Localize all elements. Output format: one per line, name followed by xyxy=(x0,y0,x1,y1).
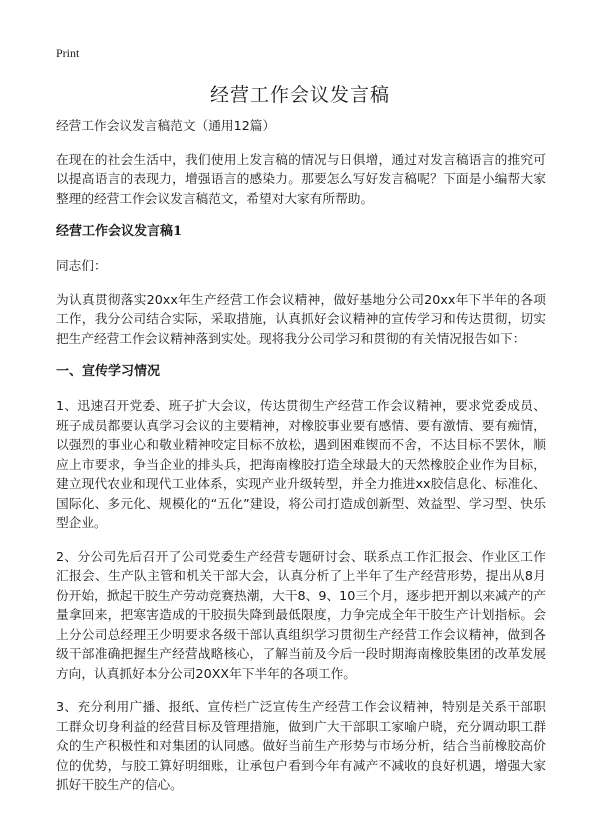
opening-paragraph: 为认真贯彻落实20xx年生产经营工作会议精神，做好基地分公司20xx年下半年的各项工作，我分公司结合实际，采取措施，认真抓好会议精神的宣传学习和传达贯彻，切实把生产经营工作会议精神落到实处。现将我分公司学习和贯彻的有关情况报告如下： xyxy=(56,291,546,346)
document-subtitle: 经营工作会议发言稿范文（通用12篇） xyxy=(56,118,276,133)
list-item: 3、充分利用广播、报纸、宣传栏广泛宣传生产经营工作会议精神，特别是关系干部职工群众切身利益的经营目标及管理措施，做到广大干部职工家喻户晓，充分调动职工群众的生产积极性和对集团的认同感。做好当前生产形势与市场分析，结合当前橡胶高价位的优势，与胶工算好明细账，让承包户看到今年有减产不减收的良好机遇，增强大家抓好干胶生产的信心。 xyxy=(56,699,546,792)
part-heading: 一、宣传学习情况 xyxy=(56,364,161,379)
section-heading: 经营工作会议发言稿1 xyxy=(56,224,183,239)
list-item: 1、迅速召开党委、班子扩大会议，传达贯彻生产经营工作会议精神，要求党委成员、班子成员都要认真学习会议的主要精神，对橡胶事业要有感情、要有激情、要有痴情，以强烈的事业心和敬业精神咬定目标不放松，遇到困难锲而不舍，不达目标不罢休，顺应上市要求，争当企业的排头兵，把海南橡胶打造全球最大的天然橡胶企业作为目标，建立现代农业和现代工业体系，实现产业升级转型，并全力推进xx胶信息化、标准化、国际化、多元化、规模化的“五化”建设，将公司打造成创新型、效益型、学习型、快乐型企业。 xyxy=(56,398,546,530)
list-item: 2、分公司先后召开了公司党委生产经营专题研讨会、联系点工作汇报会、作业区工作汇报会、生产队主管和机关干部大会，认真分析了上半年了生产经营形势，提出从8月份开始，掀起干胶生产劳动竞赛热潮，大干8、9、10三个月，逐步把开割以来减产的产量拿回来，把寒害造成的干胶损失降到最低限度，力争完成全年干胶生产计划指标。会上分公司总经理王少明要求各级干部认真组织学习贯彻生产经营工作会议精神，做到各级干部准确把握生产经营战略核心，了解当前及今后一段时期海南橡胶集团的改革发展方向，认真抓好本分公司20XX年下半年的各项工作。 xyxy=(56,548,546,681)
page-title: 经营工作会议发言稿 xyxy=(209,84,390,106)
intro-paragraph: 在现在的社会生活中，我们使用上发言稿的情况与日俱增，通过对发言稿语言的推究可以提高语言的表现力，增强语言的感染力。那要怎么写好发言稿呢？下面是小编帮大家整理的经营工作会议发言稿范文，希望对大家有所帮助。 xyxy=(56,151,546,206)
document-body xyxy=(56,116,546,809)
print-link[interactable]: Print xyxy=(56,46,80,60)
greeting: 同志们： xyxy=(56,258,107,273)
